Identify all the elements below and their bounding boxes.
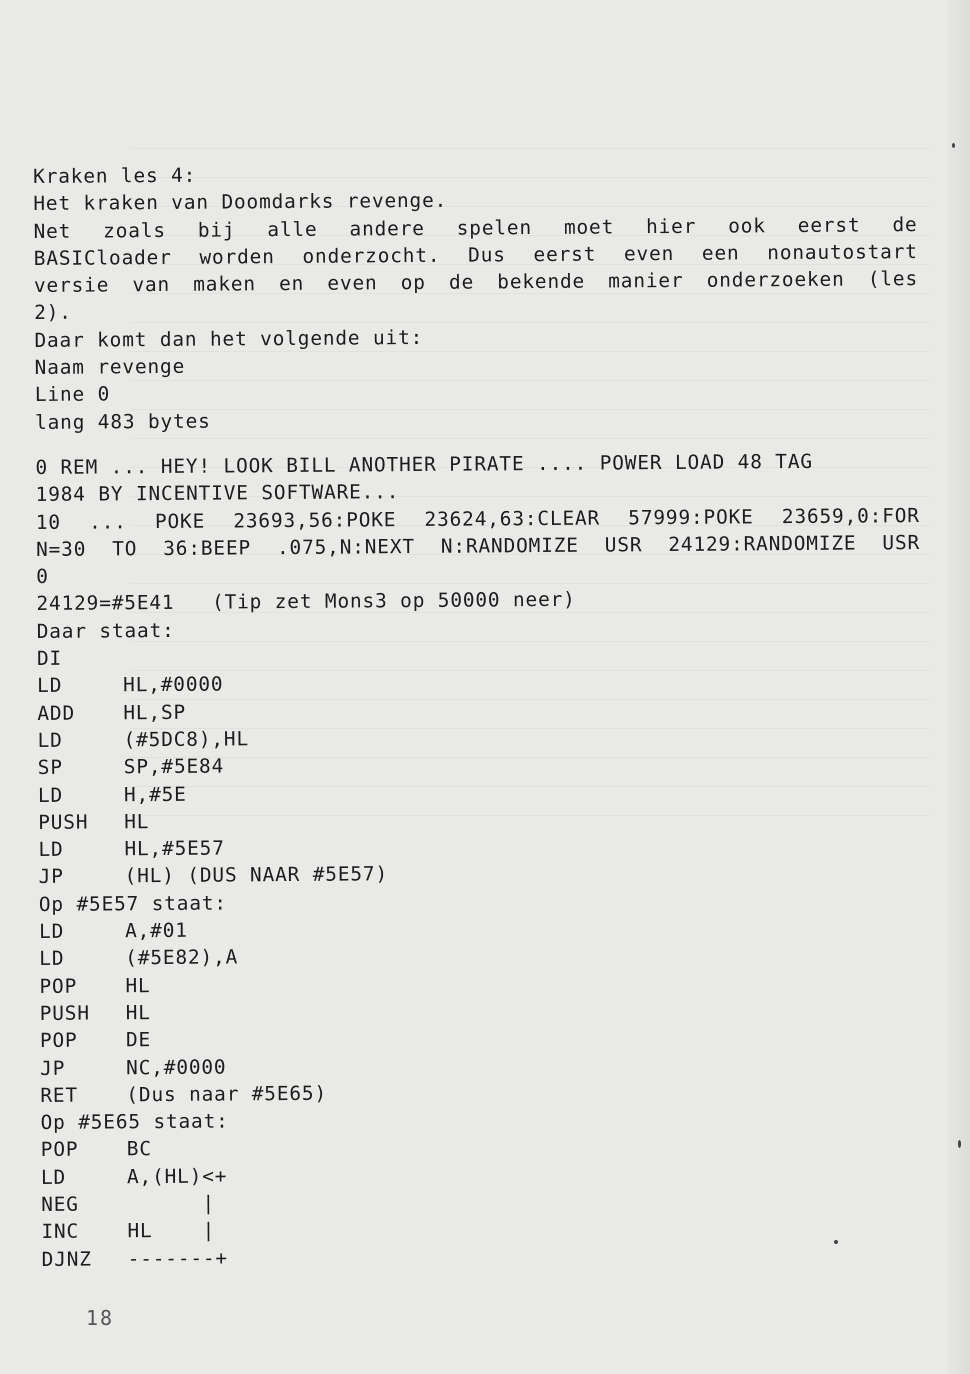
asm-operand: H,#5E (123, 782, 187, 806)
code-line: N=30 TO 36:BEEP .075,N:NEXT N:RANDOMIZE USR 24129:RANDOMIZE USR (35, 530, 921, 561)
asm-opcode: JP (40, 1056, 66, 1080)
asm-opcode: RET (40, 1083, 79, 1107)
asm-opcode: PUSH (38, 810, 89, 834)
scan-speck (834, 1240, 838, 1244)
text-line: BASICloader worden onderzocht. Dus eerst even een nonautostart (33, 239, 918, 270)
document-body (33, 156, 932, 1273)
text-line: Daar komt dan het volgende uit: (34, 325, 424, 352)
text-line: 2). (34, 301, 72, 325)
address-tip: 24129=#5E41 (Tip zet Mons3 op 50000 neer) (36, 588, 576, 616)
asm-opcode: LD (37, 728, 63, 752)
asm-operand: HL,#0000 (123, 672, 224, 697)
text-line: Daar staat: (36, 618, 175, 643)
asm-opcode: INC (41, 1219, 80, 1244)
asm-opcode: DJNZ (41, 1247, 92, 1271)
asm-opcode: ADD (37, 701, 76, 725)
asm-operand: HL,#5E57 (124, 836, 225, 861)
asm-operand: -------+ (127, 1246, 229, 1270)
asm-operand: (HL) (DUS NAAR #5E57) (124, 862, 389, 888)
asm-opcode: POP (39, 974, 78, 998)
asm-operand: (Dus naar #5E65) (126, 1081, 328, 1107)
header-length: lang 483 bytes (34, 409, 211, 434)
asm-operand: HL | (127, 1218, 216, 1243)
asm-opcode: LD (39, 947, 65, 971)
text-line: Net zoals bij alle andere spelen moet hier ook eerst de (33, 212, 918, 243)
asm-operand: (#5DC8),HL (123, 727, 250, 752)
asm-operand: HL (125, 973, 151, 997)
asm-opcode: LD (40, 1165, 67, 1189)
asm-opcode: NEG (41, 1192, 79, 1216)
section-label: Op #5E57 staat: (38, 891, 228, 916)
asm-operand: HL (124, 809, 150, 834)
asm-operand: A,#01 (124, 918, 188, 943)
asm-operand: SP,#5E84 (123, 754, 225, 779)
page-number: 18 (86, 1306, 115, 1330)
intro-section (33, 156, 925, 436)
code-line: 1984 BY INCENTIVE SOFTWARE... (35, 480, 400, 507)
article-heading: Het kraken van Doomdarks revenge. (33, 189, 448, 216)
assembly-listing (37, 638, 932, 1273)
code-line: 10 ... POKE 23693,56:POKE 23624,63:CLEAR 57999:POKE 23659,0:FOR (35, 503, 920, 534)
asm-opcode: LD (38, 919, 65, 943)
header-line: Line 0 (34, 382, 111, 407)
asm-operand: | (127, 1191, 216, 1216)
asm-opcode: JP (38, 865, 64, 889)
scan-speck (952, 143, 955, 148)
asm-opcode: DI (36, 646, 63, 671)
asm-opcode: LD (38, 837, 64, 862)
header-name: Naam revenge (34, 354, 186, 380)
asm-opcode: PUSH (39, 1001, 90, 1025)
asm-operand: HL,SP (123, 700, 187, 724)
section-label: Op #5E65 staat: (40, 1109, 229, 1135)
asm-opcode: LD (37, 674, 63, 698)
code-line: 0 (36, 565, 49, 589)
code-line: 0 REM ... HEY! LOOK BILL ANOTHER PIRATE .... POWER LOAD 48 TAG (35, 449, 813, 479)
asm-operand: BC (126, 1137, 152, 1161)
asm-operand: HL (125, 1001, 151, 1025)
lesson-title: Kraken les 4: (33, 163, 197, 188)
text-line: versie van maken en even op de bekende manier onderzoeken (les (33, 267, 919, 298)
asm-opcode: LD (37, 783, 64, 807)
asm-opcode: SP (37, 756, 63, 780)
scan-speck (958, 1140, 961, 1148)
page-edge (948, 0, 970, 1374)
basic-listing (35, 447, 926, 645)
asm-operand: A,(HL)<+ (126, 1164, 228, 1188)
asm-operand: DE (125, 1028, 152, 1052)
asm-operand: (#5E82),A (125, 945, 239, 970)
asm-opcode: POP (40, 1138, 79, 1162)
asm-operand: NC,#0000 (126, 1055, 227, 1079)
asm-opcode: POP (39, 1028, 78, 1053)
